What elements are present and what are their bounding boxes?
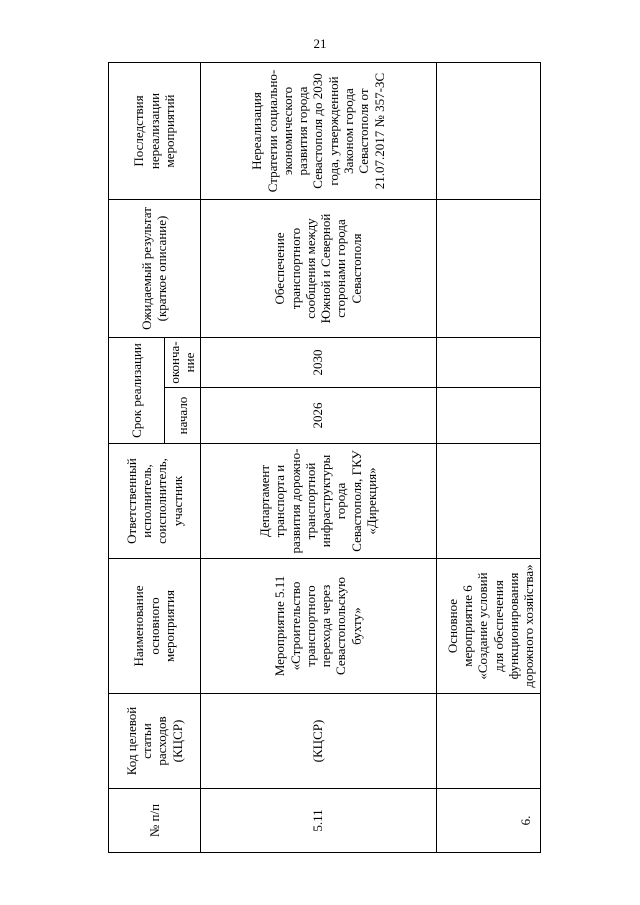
row-start: [436, 388, 540, 444]
row-end: 2030: [200, 338, 436, 388]
row-end: [436, 338, 540, 388]
row-consequences: Нереализация Стратегии социально-экономического развития города Севастополя до 2030 года, утвержденной Законом города Севастополя от 21.07.2017 № 357-ЗС: [200, 63, 436, 200]
row-name: Мероприятие 5.11 «Строительство транспортного перехода через Севастопольскую бухту»: [200, 559, 436, 694]
header-row-1: [109, 63, 165, 853]
header-num: № п/п: [109, 789, 201, 853]
row-start: 2026: [200, 388, 436, 444]
table-row: [436, 63, 540, 853]
table-row: [200, 63, 436, 853]
row-name: Основное мероприятие 6 «Создание условий для обеспечения функционирования дорожного хозяйства»: [436, 559, 540, 694]
row-num: 5.11: [200, 789, 436, 853]
row-result: Обеспечение транспортного сообщения между Южной и Северной сторонами города Севастополя: [200, 200, 436, 338]
header-end: оконча-ние: [165, 338, 201, 388]
header-period: Срок реализации: [109, 338, 165, 444]
header-code: Код целевой статьи расходов (КЦСР): [109, 694, 201, 789]
header-consequences: Последствия нереализации мероприятий: [109, 63, 201, 200]
measures-table: [108, 62, 541, 853]
row-result: [436, 200, 540, 338]
row-code: [436, 694, 540, 789]
page-number: 21: [313, 36, 327, 51]
rotated-table-frame: [108, 63, 538, 853]
row-executor: Департамент транспорта и развития дорожно-транспортной инфраструктуры города Севастополя, ГКУ «Дирекция»: [200, 444, 436, 559]
row-executor: [436, 444, 540, 559]
header-executor: Ответственный исполнитель, соисполнитель, участник: [109, 444, 201, 559]
header-name: Наименование основного мероприятия: [109, 559, 201, 694]
row-code: (КЦСР): [200, 694, 436, 789]
header-result: Ожидаемый результат (краткое описание): [109, 200, 201, 338]
header-start: начало: [165, 388, 201, 444]
row-num: 6.: [436, 789, 540, 853]
row-consequences: [436, 63, 540, 200]
